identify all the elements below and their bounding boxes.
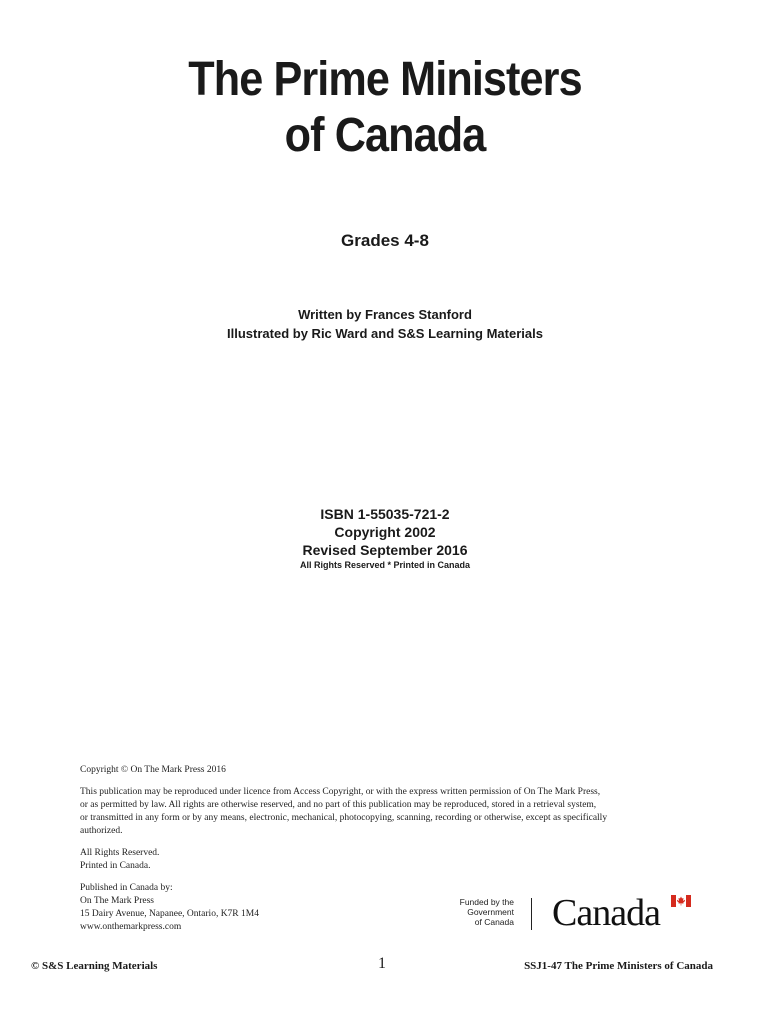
- funding-line: Funded by the: [459, 897, 514, 907]
- funding-line: Government: [467, 907, 514, 917]
- funding-divider: [531, 898, 532, 930]
- page-number: 1: [378, 955, 386, 972]
- revision-date: Revised September 2016: [302, 542, 468, 558]
- copyright-year: Copyright 2002: [334, 524, 436, 540]
- publisher-line: On The Mark Press: [80, 896, 154, 906]
- rights-line: All Rights Reserved.: [80, 848, 160, 858]
- notice-line: or transmitted in any form or by any means, electronic, mechanical, photocopying, scanning, recording or otherwise, except as specifically: [80, 813, 608, 823]
- publisher-line: 15 Dairy Avenue, Napanee, Ontario, K7R 1M4: [80, 909, 259, 919]
- canada-flag-icon: [671, 895, 691, 907]
- rights-line: Printed in Canada.: [80, 861, 151, 871]
- rights-statement: All Rights Reserved * Printed in Canada: [299, 560, 471, 570]
- canada-wordmark-logo: [552, 891, 692, 935]
- footer-product-code: SSJ1-47 The Prime Ministers of Canada: [524, 960, 713, 972]
- notice-line: or as permitted by law. All rights are otherwise reserved, and no part of this publication may be reproduced, stored in a retrieval system,: [80, 800, 597, 810]
- rights-reserved: [80, 847, 680, 873]
- copyright-line: Copyright © On The Mark Press 2016: [80, 765, 226, 775]
- isbn: ISBN 1-55035-721-2: [320, 506, 450, 522]
- author-credit: Written by Frances Stanford: [298, 307, 472, 322]
- credits: [0, 305, 770, 343]
- title-line-2: of Canada: [284, 109, 486, 162]
- title-line-1: The Prime Ministers: [188, 53, 582, 106]
- illustrator-credit: Illustrated by Ric Ward and S&S Learning Materials: [227, 326, 543, 341]
- funding-statement: [440, 897, 514, 927]
- publication-info: [0, 505, 770, 571]
- footer-publisher: © S&S Learning Materials: [31, 960, 158, 972]
- reproduction-notice: [80, 786, 680, 838]
- canada-wordmark-text: Canada: [552, 892, 660, 934]
- publisher-website: www.onthemarkpress.com: [80, 922, 182, 932]
- funding-line: of Canada: [474, 917, 514, 927]
- grade-level: Grades 4-8: [341, 231, 429, 250]
- notice-line: This publication may be reproduced under licence from Access Copyright, or with the express written permission of On The Mark Press,: [80, 787, 601, 797]
- notice-line: authorized.: [80, 826, 123, 836]
- publisher-line: Published in Canada by:: [80, 883, 173, 893]
- page-title: [39, 52, 732, 164]
